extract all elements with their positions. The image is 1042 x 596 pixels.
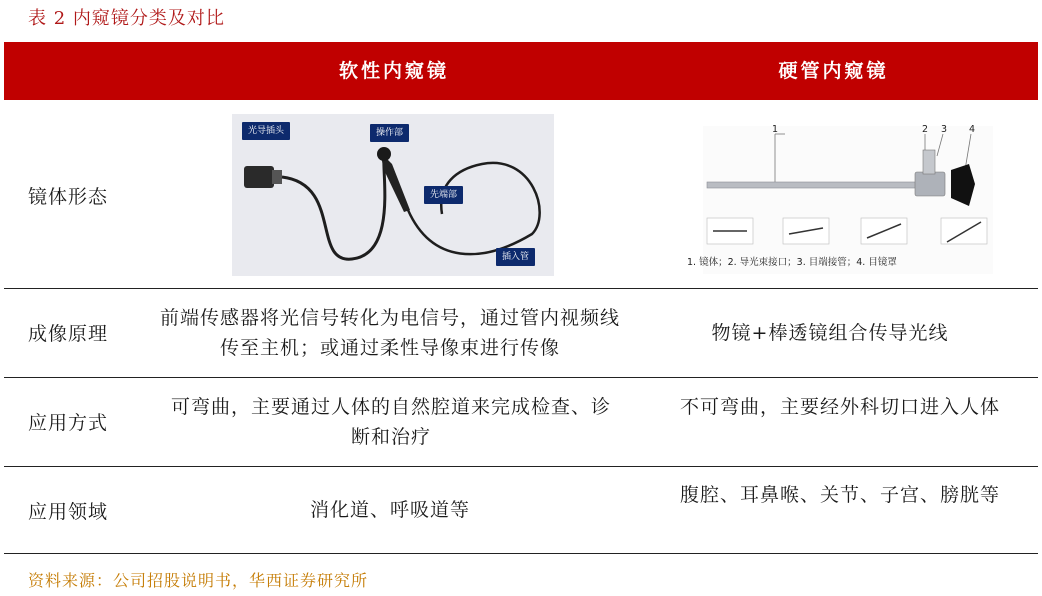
rigid-endoscope-image [687, 124, 993, 274]
table-bottom-border [4, 553, 1038, 554]
connection-cable [282, 156, 385, 259]
soft-imaging-principle: 前端传感器将光信号转化为电信号，通过管内视频线传至主机；或通过柔性导像束进行传像 [159, 307, 620, 359]
table-header [4, 42, 1038, 100]
rigid-part-number-4: 4 [969, 124, 976, 135]
light-guide-port [923, 150, 935, 174]
rigid-application-field: 腹腔、耳鼻喉、关节、子宫、膀胱等 [679, 484, 1000, 506]
light-plug-neck [272, 170, 282, 184]
rigid-part-number-2: 2 [922, 124, 929, 135]
rigid-shaft [707, 182, 919, 188]
rigid-part-number-1: 1 [772, 124, 779, 135]
tag-operating-section: 操作部 [370, 124, 409, 142]
row-label: 成像原理 [28, 323, 109, 345]
rigid-body [915, 172, 945, 196]
view-angle-diagrams [707, 218, 987, 244]
rigid-imaging-principle: 物镜+棒透镜组合传导光线 [711, 322, 949, 344]
insertion-tube [408, 163, 540, 254]
row-label: 镜体形态 [28, 186, 109, 208]
soft-application-field: 消化道、呼吸道等 [309, 499, 470, 521]
row-label: 应用方式 [28, 412, 109, 434]
source-note: 资料来源：公司招股说明书，华西证券研究所 [28, 571, 369, 590]
tag-light-plug: 光导插头 [242, 122, 290, 140]
rigid-parts-caption: 1. 镜体；2. 导光束接口；3. 目端接管；4. 目镜罩 [687, 257, 897, 268]
rigid-part-number-3: 3 [941, 124, 948, 135]
rigid-application-method: 不可弯曲，主要经外科切口进入人体 [679, 396, 1000, 418]
eyepiece-cup [951, 164, 975, 206]
soft-endoscope-image [232, 114, 554, 276]
tag-distal-tip: 先端部 [424, 186, 463, 204]
header-rigid-endoscope: 硬管内窥镜 [778, 60, 889, 82]
row-label: 应用领域 [28, 501, 109, 523]
light-plug-shape [244, 166, 274, 188]
operating-knob [377, 147, 391, 161]
rigid-endoscope-illustration [703, 126, 993, 274]
header-soft-endoscope: 软性内窥镜 [338, 60, 449, 82]
soft-application-method: 可弯曲，主要通过人体的自然腔道来完成检查、诊断和治疗 [170, 396, 611, 448]
table-caption: 表 2 内窥镜分类及对比 [28, 8, 225, 29]
tag-insertion-tube: 插入管 [496, 248, 535, 266]
